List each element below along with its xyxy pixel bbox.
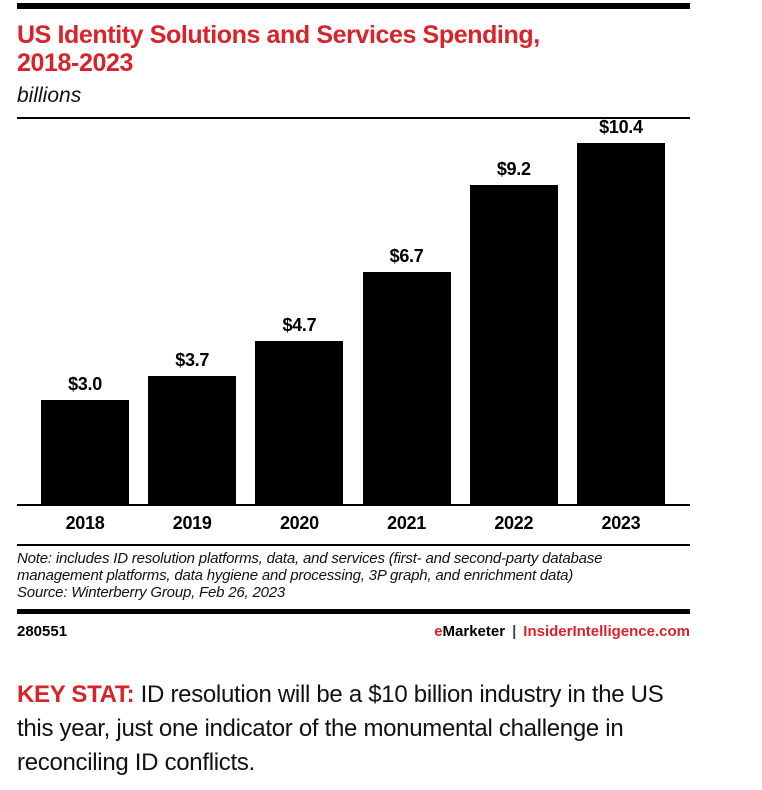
- bar-value-label-2023: $10.4: [599, 117, 643, 137]
- brand-separator: |: [512, 623, 517, 640]
- chart-title-line1: US Identity Solutions and Services Spending,: [17, 21, 540, 49]
- bar-value-label-2020: $4.7: [282, 315, 317, 335]
- bar-value-label-2021: $6.7: [389, 246, 424, 266]
- bar-value-label-2018: $3.0: [68, 374, 102, 394]
- bar-2020: [255, 341, 343, 504]
- note-text: Note: includes ID resolution platforms, data, and services (first- and second-party database management platforms, data hygiene and processing, 3P graph, and enrichment data): [17, 550, 603, 584]
- bar-group-2021: [363, 246, 451, 504]
- bar-2018: [41, 400, 129, 504]
- bar-2019: [148, 376, 236, 504]
- footnote-block: [17, 546, 690, 606]
- x-tick-2022: 2022: [494, 513, 534, 533]
- bar-group-2022: [470, 159, 558, 504]
- bar-value-label-2019: $3.7: [175, 350, 210, 370]
- bar-group-2020: [255, 315, 343, 504]
- chart-title: [17, 21, 690, 77]
- chart-card: [17, 3, 690, 780]
- source-text: Source: Winterberry Group, Feb 26, 2023: [17, 584, 286, 601]
- bar-2022: [470, 185, 558, 504]
- brand-emarketer-e: e: [434, 623, 443, 640]
- x-axis: [17, 506, 690, 544]
- key-stat-text: ID resolution will be a $10 billion industry in the US this year, just one indicator of the monumental challenge in reconciling ID conflicts.: [17, 681, 664, 776]
- chart-subtitle: billions: [17, 84, 82, 107]
- bar-group-2023: [577, 117, 665, 504]
- chart-id: 280551: [17, 623, 68, 640]
- key-stat-label: KEY STAT:: [17, 681, 135, 708]
- bar-2023: [577, 143, 665, 504]
- key-stat: [17, 678, 690, 780]
- bar-2021: [363, 272, 451, 504]
- footer-row: [17, 623, 690, 640]
- x-tick-2019: 2019: [172, 513, 212, 533]
- bar-value-label-2022: $9.2: [496, 159, 531, 179]
- bar-group-2019: [148, 350, 236, 504]
- top-accent-bar: [17, 3, 690, 9]
- brand-site-link: InsiderIntelligence.com: [523, 623, 690, 640]
- x-tick-2023: 2023: [601, 513, 641, 533]
- x-tick-2018: 2018: [65, 513, 105, 533]
- brand-emarketer-rest: Marketer: [442, 623, 506, 640]
- x-tick-2021: 2021: [387, 513, 426, 533]
- x-tick-2020: 2020: [279, 513, 319, 533]
- bar-group-2018: [41, 374, 129, 504]
- footer-divider: [17, 609, 690, 614]
- brand-lockup: [434, 623, 690, 640]
- chart-title-line2: 2018-2023: [17, 49, 133, 77]
- bar-chart: [17, 119, 690, 504]
